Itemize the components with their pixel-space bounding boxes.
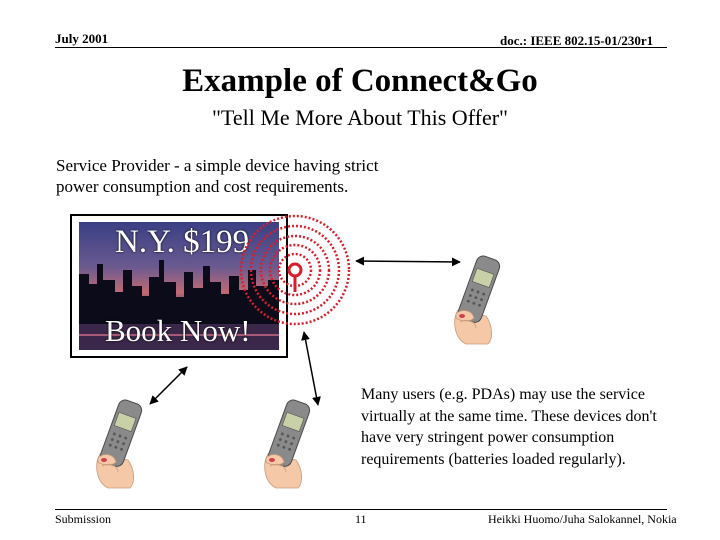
mobile-phone-in-hand-icon bbox=[455, 254, 502, 344]
mobile-phone-in-hand-icon bbox=[97, 398, 144, 488]
slide-title: Example of Connect&Go bbox=[182, 63, 538, 99]
footer-submission: Submission bbox=[55, 512, 112, 526]
header-doc-id: doc.: IEEE 802.15-01/230r1 bbox=[500, 33, 654, 48]
footer-authors: Heikki Huomo/Juha Salokannel, Nokia bbox=[488, 512, 677, 526]
header-date: July 2001 bbox=[55, 31, 109, 46]
signal-source-icon bbox=[289, 264, 301, 276]
ad-price-text: N.Y. $199 bbox=[115, 224, 250, 260]
footer-divider bbox=[55, 509, 667, 510]
users-description-text: Many users (e.g. PDAs) may use the service virtually at the same time. These devices don't have very stringent power consumption requirements (batteries loaded regularly). bbox=[361, 386, 657, 468]
double-arrow-icon bbox=[150, 367, 187, 404]
footer-page-number: 11 bbox=[355, 512, 367, 526]
service-provider-text: Service Provider - a simple device having strict power consumption and cost requirements. bbox=[56, 156, 379, 196]
broadcast-signal-icon bbox=[241, 216, 349, 324]
ad-book-now-text: Book Now! bbox=[105, 313, 251, 348]
double-arrow-icon bbox=[356, 261, 460, 262]
slide-subtitle: "Tell Me More About This Offer" bbox=[211, 105, 509, 130]
mobile-phone-in-hand-icon bbox=[265, 398, 312, 488]
double-arrow-icon bbox=[304, 332, 318, 405]
